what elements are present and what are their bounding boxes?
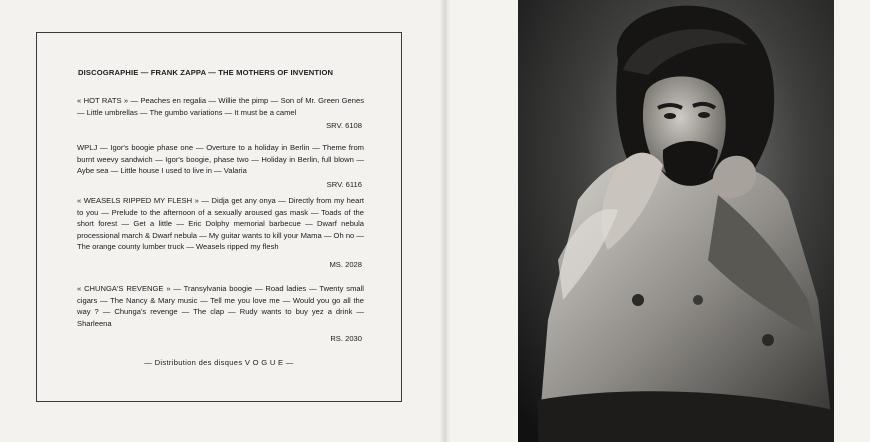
album-entry [77,142,364,190]
discography-heading: DISCOGRAPHIE — FRANK ZAPPA — THE MOTHERS OF INVENTION [78,68,334,77]
album-tracklist: « CHUNGA'S REVENGE » — Transylvania boogie — Road ladies — Twenty small cigars — The Nancy & Mary music — Tell me you love me — Would you go all the way ? — Chunga's revenge — The clap — Rudy wants to buy yez a drink — Sharleena [77,284,364,328]
catalog-number: RS. 2030 [330,334,362,343]
album-tracklist: « HOT RATS » — Peaches en regalia — Willie the pimp — Son of Mr. Green Genes — Little umbrellas — The gumbo variations — It must be a camel [77,96,364,117]
album-tracklist: « WEASELS RIPPED MY FLESH » — Didja get any onya — Directly from my heart to you — Prelude to the afternoon of a sexually aroused gas mask — Toads of the short forest — Get a little — Eric Dolphy memorial barbecue — Dwarf nebula processional march & Dwarf nebula — My guitar wants to kill your Mama — Oh no — The orange county lumber truck — Weasels ripped my flesh [77,196,364,251]
album-tracklist: WPLJ — Igor's boogie phase one — Overture to a holiday in Berlin — Theme from burnt weevy sandwich — Igor's boogie, phase two — Holiday in Berlin, full blown — Aybe sea — Little house I used to live in — Valaria [77,143,364,175]
album-entry [77,195,364,270]
distribution-footer: — Distribution des disques V O G U E — [144,358,294,367]
portrait-photo [518,0,834,442]
album-entry [77,95,364,132]
catalog-number: SRV. 6116 [326,179,362,189]
portrait-illustration [518,0,834,442]
catalog-number: MS. 2028 [329,259,362,269]
discography-box [36,32,402,402]
album-entry [77,283,364,345]
catalog-number: SRV. 6108 [326,121,362,130]
